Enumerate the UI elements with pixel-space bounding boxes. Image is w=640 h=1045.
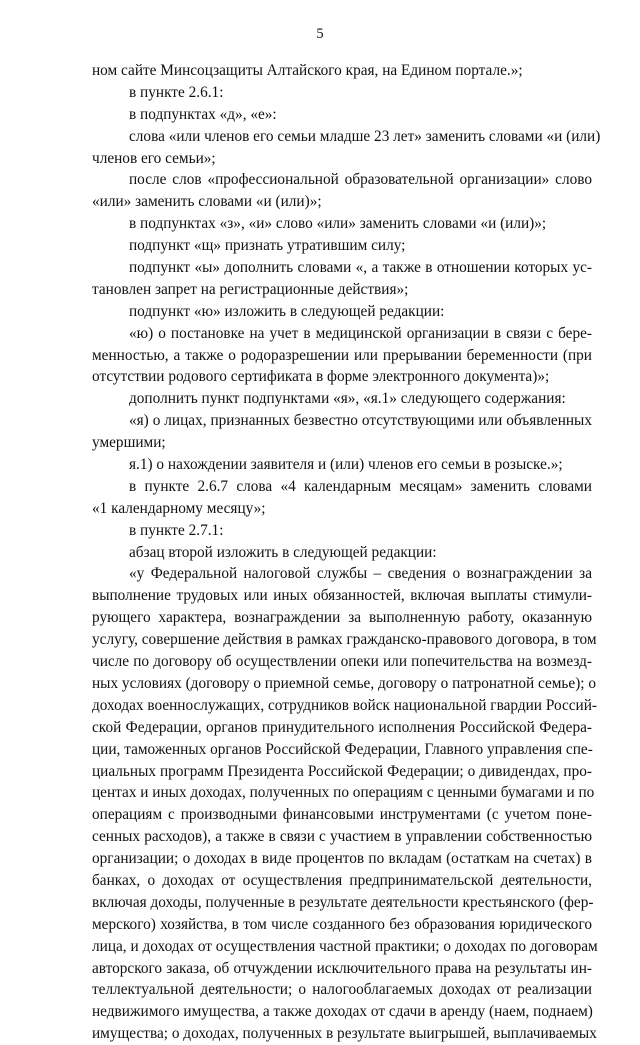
text-line: банках, о доходах от осуществления предпринимательской деятельности, (92, 871, 592, 889)
text-line: «или» заменить словами «и (или)»; (92, 193, 322, 211)
text-line: в пункте 2.6.7 слова «4 календарным месяцам» заменить словами (129, 477, 592, 495)
text-line: мерского) хозяйства, в том числе созданного без образования юридического (92, 915, 592, 933)
text-line: в пункте 2.6.1: (129, 83, 224, 101)
text-line: циальных программ Президента Российской Федерации; о дивидендах, про- (92, 762, 592, 780)
page-number: 5 (316, 26, 324, 42)
text-line: отсутствии родового сертификата в форме электронного документа)»; (92, 368, 550, 386)
text-line: «я) о лицах, признанных безвестно отсутствующими или объявленных (129, 412, 592, 430)
text-line: рующего характера, вознаграждении за выполненную работу, оказанную (92, 609, 592, 627)
text-line: слова «или членов его семьи младше 23 лет» заменить словами «и (или) (129, 127, 601, 145)
text-line: ции, таможенных органов Российской Федерации, Главного управления спе- (92, 740, 593, 758)
text-line: «ю) о постановке на учет в медицинской организации в связи с бере- (129, 324, 592, 342)
text-line: «у Федеральной налоговой службы – сведения о вознаграждении за (129, 565, 592, 583)
text-line: доходах военнослужащих, сотрудников войск национальной гвардии Россий- (92, 696, 598, 714)
text-line: я.1) о нахождении заявителя и (или) членов его семьи в розыске.»; (129, 456, 563, 474)
text-line: в подпунктах «д», «е»: (129, 105, 277, 123)
text-line: теллектуальной деятельности; о налогооблагаемых доходах от реализации (92, 981, 592, 999)
document-body (92, 60, 601, 1045)
text-line: «1 календарному месяцу»; (92, 499, 266, 517)
text-line: услугу, совершение действия в рамках гражданско-правового договора, в том (92, 631, 597, 649)
text-line: дополнить пункт подпунктами «я», «я.1» следующего содержания: (129, 390, 566, 408)
text-line: подпункт «ю» изложить в следующей редакции: (129, 302, 445, 320)
text-line: авторского заказа, об отчуждении исключительного права на результаты ин- (92, 959, 592, 977)
text-line: тановлен запрет на регистрационные действия»; (92, 280, 409, 298)
text-line: менностью, а также о родоразрешении или прерывании беременности (при (92, 346, 592, 364)
text-line: умершими; (92, 434, 166, 452)
text-line: абзац второй изложить в следующей редакции: (129, 543, 437, 561)
text-line: подпункт «щ» признать утратившим силу; (129, 237, 406, 255)
text-line: лица, и доходах от осуществления частной практики; о доходах по договорам (92, 937, 598, 955)
text-line: после слов «профессиональной образовательной организации» слово (129, 171, 592, 189)
text-line: в подпунктах «з», «и» слово «или» заменить словами «и (или)»; (129, 215, 547, 233)
text-line: числе по договору об осуществлении опеки или попечительства на возмезд- (92, 653, 592, 671)
text-line: включая доходы, полученные в результате деятельности крестьянского (фер- (92, 893, 594, 911)
text-line: ской Федерации, органов принудительного исполнения Российской Федера- (92, 718, 592, 736)
text-line: имущества; о доходах, полученных в результате выигрышей, выплачиваемых (92, 1025, 597, 1043)
text-line: операциям с производными финансовыми инструментами (с учетом поне- (92, 806, 592, 824)
text-line: выполнение трудовых или иных обязанностей, включая выплаты стимули- (92, 587, 592, 605)
text-line: в пункте 2.7.1: (129, 521, 224, 539)
text-line: организации; о доходах в виде процентов по вкладам (остаткам на счетах) в (92, 850, 592, 868)
text-line: сенных расходов), а также в связи с участием в управлении собственностью (92, 828, 592, 846)
text-line: ных условиях (договору о приемной семье, договору о патронатной семье); о (92, 674, 597, 692)
text-line: подпункт «ы» дополнить словами «, а также в отношении которых ус- (129, 259, 592, 277)
text-line: недвижимого имущества, а также доходах от сдачи в аренду (наем, поднаем) (92, 1003, 593, 1021)
text-line: членов его семьи»; (92, 149, 216, 167)
text-line: центах и иных доходах, полученных по операциям с ценными бумагами и по (92, 784, 595, 802)
text-line: ном сайте Минсоцзащиты Алтайского края, на Едином портале.»; (92, 62, 523, 79)
